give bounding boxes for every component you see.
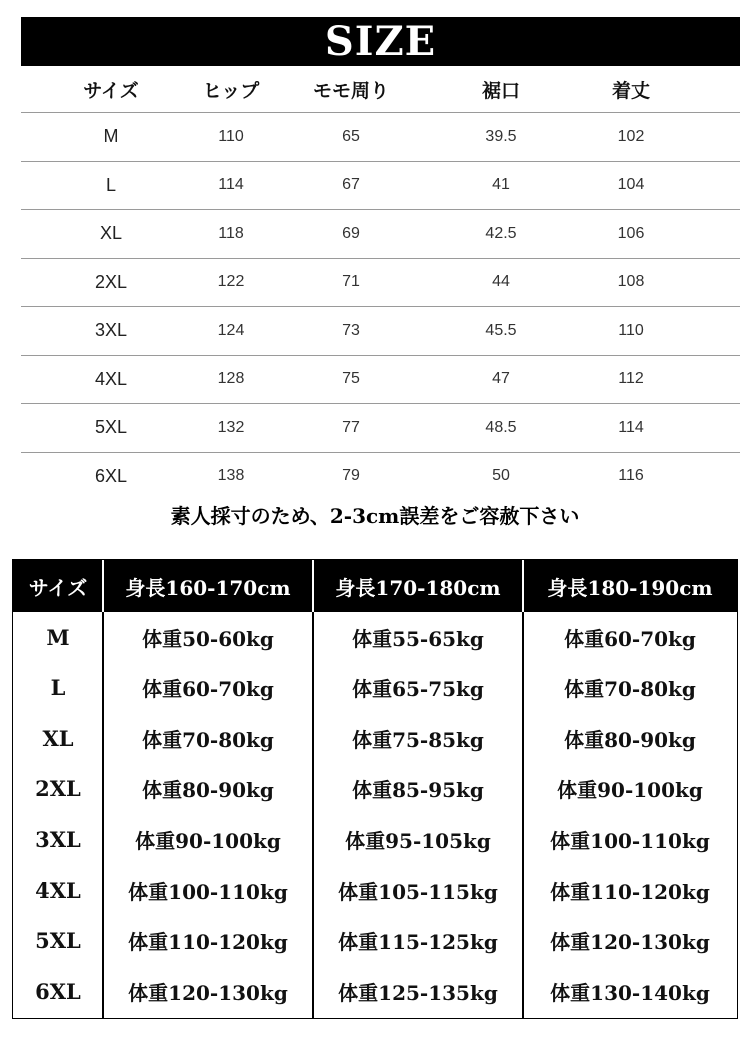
header-thigh: モモ周り xyxy=(312,79,389,102)
measurement-cell-hem: 42.5 xyxy=(485,224,517,242)
measurement-row xyxy=(21,356,740,405)
weight-row xyxy=(13,764,737,814)
header-divider xyxy=(102,560,104,612)
weight-cell-size: M xyxy=(46,624,70,650)
weight-row xyxy=(13,966,737,1016)
weight-header-height-170-180: 身長170-180cm xyxy=(335,575,501,600)
header-hem: 裾口 xyxy=(481,79,520,102)
measurement-cell-hip: 122 xyxy=(217,273,245,291)
weight-cell-weight-170-180: 体重105-115kg xyxy=(338,879,498,904)
measurement-cell-length: 108 xyxy=(617,273,645,291)
measurement-header-row xyxy=(21,66,740,113)
measurement-cell-thigh: 77 xyxy=(342,418,360,436)
weight-cell-weight-180-190: 体重100-110kg xyxy=(550,828,710,853)
measurement-cell-hem: 47 xyxy=(492,370,510,388)
measurement-cell-thigh: 79 xyxy=(342,467,360,485)
weight-cell-weight-180-190: 体重80-90kg xyxy=(564,727,696,752)
measurement-cell-length: 116 xyxy=(618,467,644,485)
measurement-cell-length: 110 xyxy=(618,321,644,339)
header-length: 着丈 xyxy=(611,79,650,102)
measurement-cell-size: 2XL xyxy=(94,271,128,292)
weight-cell-size: 5XL xyxy=(35,928,81,954)
weight-cell-weight-170-180: 体重95-105kg xyxy=(345,828,491,853)
weight-cell-weight-170-180: 体重65-75kg xyxy=(352,677,484,702)
weight-cell-weight-160-170: 体重120-130kg xyxy=(128,980,288,1005)
header-divider xyxy=(312,560,314,612)
measurement-cell-length: 112 xyxy=(618,370,644,388)
measurement-cell-thigh: 69 xyxy=(342,224,360,242)
weight-cell-size: 4XL xyxy=(35,877,81,903)
measurement-row xyxy=(21,453,740,501)
weight-row xyxy=(13,916,737,966)
measurement-row xyxy=(21,162,740,211)
weight-cell-weight-180-190: 体重60-70kg xyxy=(564,626,696,651)
weight-table xyxy=(12,559,738,1019)
weight-row xyxy=(13,814,737,864)
measurement-row xyxy=(21,307,740,356)
measurement-cell-hip: 128 xyxy=(217,370,245,388)
size-banner xyxy=(21,17,740,66)
measurement-cell-hip: 124 xyxy=(217,321,245,339)
weight-row xyxy=(13,713,737,763)
weight-cell-weight-170-180: 体重55-65kg xyxy=(352,626,484,651)
measurement-cell-hip: 138 xyxy=(217,467,245,485)
weight-row xyxy=(13,865,737,915)
measurement-cell-size: L xyxy=(105,174,116,195)
measurement-cell-hem: 45.5 xyxy=(485,321,517,339)
measurement-cell-hem: 41 xyxy=(492,176,510,194)
weight-cell-weight-160-170: 体重70-80kg xyxy=(142,727,274,752)
measurement-cell-thigh: 65 xyxy=(342,127,360,145)
measurement-row xyxy=(21,113,740,162)
measurement-cell-thigh: 75 xyxy=(342,370,360,388)
weight-cell-weight-180-190: 体重70-80kg xyxy=(564,677,696,702)
measurement-cell-hip: 114 xyxy=(218,176,244,194)
weight-header-row xyxy=(13,560,737,612)
header-size: サイズ xyxy=(83,79,139,102)
weight-cell-weight-180-190: 体重120-130kg xyxy=(550,930,710,955)
weight-body xyxy=(13,612,737,1017)
weight-row xyxy=(13,612,737,662)
weight-cell-size: 6XL xyxy=(35,978,81,1004)
weight-cell-weight-160-170: 体重90-100kg xyxy=(135,828,281,853)
weight-cell-size: 2XL xyxy=(35,776,81,802)
weight-cell-weight-160-170: 体重110-120kg xyxy=(128,930,288,955)
measurement-cell-hem: 50 xyxy=(492,467,510,485)
weight-cell-weight-170-180: 体重75-85kg xyxy=(352,727,484,752)
measurement-cell-hem: 44 xyxy=(492,273,510,291)
weight-cell-size: L xyxy=(50,675,66,701)
size-title: SIZE xyxy=(324,18,437,65)
measurement-note: 素人採寸のため、2-3cm誤差をご容赦下さい xyxy=(170,504,580,528)
weight-header-size: サイズ xyxy=(28,575,88,600)
measurement-body xyxy=(21,113,740,500)
weight-cell-weight-180-190: 体重110-120kg xyxy=(550,879,710,904)
measurement-table xyxy=(21,66,740,500)
measurement-cell-size: 6XL xyxy=(94,465,128,486)
measurement-cell-size: 5XL xyxy=(94,417,128,438)
measurement-cell-length: 114 xyxy=(618,418,644,436)
measurement-row xyxy=(21,259,740,308)
weight-cell-weight-170-180: 体重125-135kg xyxy=(338,980,498,1005)
weight-header-height-180-190: 身長180-190cm xyxy=(547,575,713,600)
measurement-cell-hem: 39.5 xyxy=(485,127,517,145)
measurement-row xyxy=(21,404,740,453)
measurement-cell-hem: 48.5 xyxy=(485,418,517,436)
header-hip: ヒップ xyxy=(202,79,260,102)
weight-cell-weight-160-170: 体重100-110kg xyxy=(128,879,288,904)
weight-cell-size: 3XL xyxy=(35,826,81,852)
weight-cell-weight-160-170: 体重60-70kg xyxy=(142,677,274,702)
measurement-cell-hip: 118 xyxy=(218,224,244,242)
weight-cell-weight-170-180: 体重85-95kg xyxy=(352,778,484,803)
measurement-cell-size: M xyxy=(103,126,119,147)
measurement-cell-length: 106 xyxy=(617,224,645,242)
measurement-cell-size: 4XL xyxy=(94,368,128,389)
weight-cell-size: XL xyxy=(42,725,74,751)
weight-header-height-160-170: 身長160-170cm xyxy=(125,575,291,600)
measurement-cell-hip: 132 xyxy=(217,418,245,436)
weight-cell-weight-180-190: 体重130-140kg xyxy=(550,980,710,1005)
weight-cell-weight-180-190: 体重90-100kg xyxy=(557,778,703,803)
measurement-cell-length: 104 xyxy=(617,176,645,194)
measurement-cell-length: 102 xyxy=(617,127,645,145)
measurement-row xyxy=(21,210,740,259)
measurement-cell-thigh: 67 xyxy=(342,176,360,194)
measurement-cell-thigh: 73 xyxy=(342,321,360,339)
measurement-cell-size: 3XL xyxy=(94,320,128,341)
measurement-cell-hip: 110 xyxy=(218,127,244,145)
measurement-cell-thigh: 71 xyxy=(342,273,360,291)
weight-cell-weight-160-170: 体重50-60kg xyxy=(142,626,274,651)
header-divider xyxy=(522,560,524,612)
weight-row xyxy=(13,663,737,713)
weight-cell-weight-160-170: 体重80-90kg xyxy=(142,778,274,803)
measurement-cell-size: XL xyxy=(99,223,123,244)
weight-cell-weight-170-180: 体重115-125kg xyxy=(338,930,498,955)
